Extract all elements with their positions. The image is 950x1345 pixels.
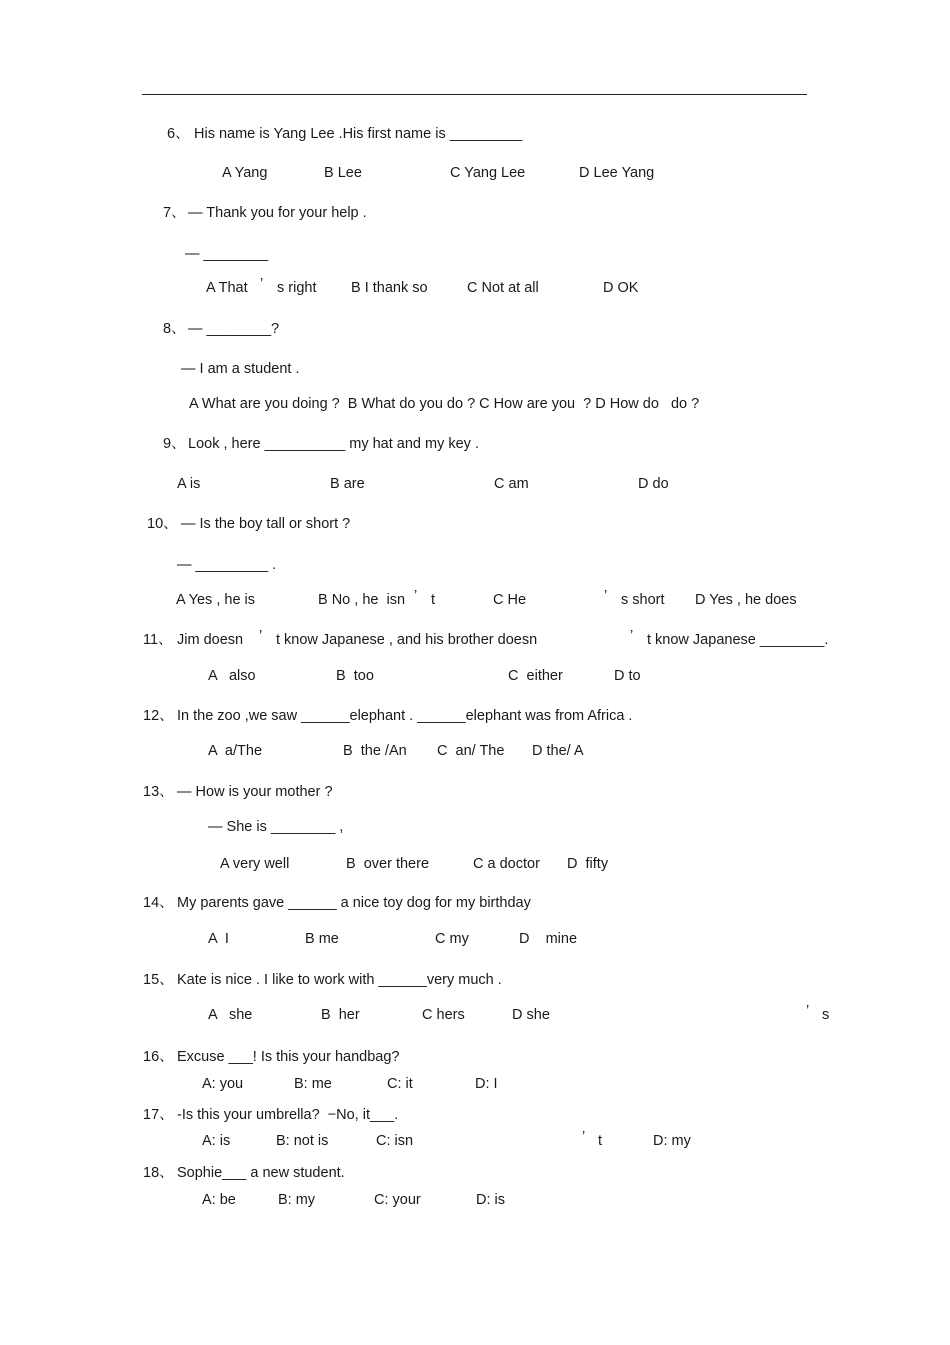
option-b: B: my xyxy=(278,1192,316,1208)
answer-line: — I am a student . xyxy=(181,361,300,377)
options-line: A What are you doing ? B What do you do ? C How are you ? D How do do ? xyxy=(189,396,700,412)
option-a-cont: s right xyxy=(277,280,317,296)
question-number: 16、 xyxy=(143,1049,174,1065)
option-a: A I xyxy=(208,931,229,947)
question-number: 15、 xyxy=(143,972,174,988)
question-stem: — Thank you for your help . xyxy=(188,205,367,221)
apostrophe: ’ xyxy=(414,588,418,604)
answer-line: — ________ xyxy=(185,246,269,262)
apostrophe: ’ xyxy=(806,1003,810,1019)
question-stem: — ________? xyxy=(188,321,280,337)
option-d: D: I xyxy=(475,1076,498,1092)
apostrophe: ’ xyxy=(582,1129,586,1145)
option-c: C an/ The xyxy=(437,743,505,759)
option-d: D to xyxy=(614,668,641,684)
question-stem: His name is Yang Lee .His first name is _________ xyxy=(194,126,523,142)
option-c-cont: t xyxy=(598,1133,603,1149)
question-number: 6、 xyxy=(167,126,190,142)
option-b: B No , he isn xyxy=(318,592,406,608)
option-a: A Yes , he is xyxy=(176,592,256,608)
question-number: 11、 xyxy=(143,632,173,648)
question-number: 8、 xyxy=(163,321,186,337)
apostrophe: ’ xyxy=(259,628,263,644)
option-b: B the /An xyxy=(343,743,407,759)
option-c: C: your xyxy=(374,1192,421,1208)
option-d: D: my xyxy=(653,1133,691,1149)
option-d: D: is xyxy=(476,1192,505,1208)
option-c: C my xyxy=(435,931,469,947)
option-d: D the/ A xyxy=(532,743,584,759)
option-d: D she xyxy=(512,1007,550,1023)
question-stem-cont: t know Japanese ________. xyxy=(647,632,829,648)
answer-line: — She is ________ , xyxy=(208,819,344,835)
option-b: B are xyxy=(330,476,365,492)
option-b: B over there xyxy=(346,856,430,872)
question-stem: — How is your mother ? xyxy=(177,784,333,800)
option-a: A That xyxy=(206,280,248,296)
question-stem: Sophie___ a new student. xyxy=(177,1165,345,1181)
option-a: A: is xyxy=(202,1133,231,1149)
question-stem: Excuse ___! Is this your handbag? xyxy=(177,1049,400,1065)
question-number: 17、 xyxy=(143,1107,174,1123)
question-number: 12、 xyxy=(143,708,174,724)
option-c: C: it xyxy=(387,1076,413,1092)
option-c: C am xyxy=(494,476,529,492)
question-stem: Look , here __________ my hat and my key . xyxy=(188,436,479,452)
apostrophe: ’ xyxy=(260,276,264,292)
option-a: A a/The xyxy=(208,743,263,759)
answer-line: — _________ . xyxy=(177,557,277,573)
header-rule xyxy=(142,94,807,95)
apostrophe: ’ xyxy=(630,628,634,644)
question-number: 10、 xyxy=(147,516,178,532)
option-d: D do xyxy=(638,476,669,492)
option-d: D fifty xyxy=(567,856,609,872)
option-c: C hers xyxy=(422,1007,465,1023)
option-a: A very well xyxy=(220,856,290,872)
option-d: D Yes , he does xyxy=(695,592,797,608)
option-b: B her xyxy=(321,1007,360,1023)
option-d: D Lee Yang xyxy=(579,165,655,181)
question-stem: -Is this your umbrella? −No, it___. xyxy=(177,1107,399,1123)
apostrophe: ’ xyxy=(604,588,608,604)
option-a: A Yang xyxy=(222,165,268,181)
option-b: B: not is xyxy=(276,1133,329,1149)
option-c: C a doctor xyxy=(473,856,540,872)
option-a: A: be xyxy=(202,1192,236,1208)
option-b: B too xyxy=(336,668,374,684)
question-number: 14、 xyxy=(143,895,174,911)
question-stem: In the zoo ,we saw ______elephant . ______elephant was from Africa . xyxy=(177,708,633,724)
option-d: D mine xyxy=(519,931,578,947)
option-b: B me xyxy=(305,931,339,947)
question-number: 9、 xyxy=(163,436,186,452)
question-stem-cont: t know Japanese , and his brother doesn xyxy=(276,632,538,648)
option-a: A also xyxy=(208,668,256,684)
option-c: C Yang Lee xyxy=(450,165,526,181)
question-stem: Kate is nice . I like to work with ______very much . xyxy=(177,972,502,988)
option-b: B I thank so xyxy=(351,280,428,296)
option-d-cont: s xyxy=(822,1007,830,1023)
option-d: D OK xyxy=(603,280,639,296)
option-c: C He xyxy=(493,592,527,608)
option-c: C: isn xyxy=(376,1133,414,1149)
question-number: 18、 xyxy=(143,1165,174,1181)
option-a: A: you xyxy=(202,1076,244,1092)
option-a: A is xyxy=(177,476,201,492)
question-stem: Jim doesn xyxy=(177,632,244,648)
option-b: B Lee xyxy=(324,165,362,181)
question-stem: — Is the boy tall or short ? xyxy=(181,516,351,532)
question-number: 7、 xyxy=(163,205,186,221)
option-c: C either xyxy=(508,668,563,684)
option-c: C Not at all xyxy=(467,280,539,296)
question-stem: My parents gave ______ a nice toy dog for my birthday xyxy=(177,895,531,911)
option-c-cont: s short xyxy=(621,592,665,608)
option-a: A she xyxy=(208,1007,253,1023)
option-b: B: me xyxy=(294,1076,332,1092)
question-number: 13、 xyxy=(143,784,174,800)
option-b-cont: t xyxy=(431,592,436,608)
